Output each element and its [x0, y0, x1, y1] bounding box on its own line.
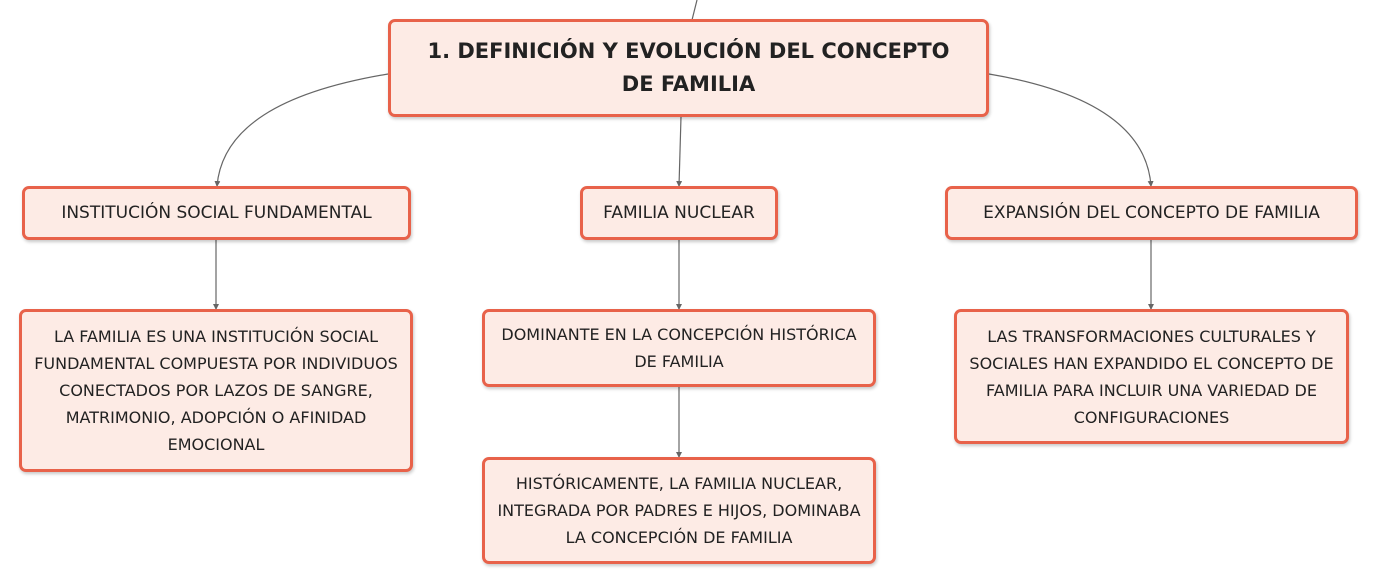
detail-institucion-social-text: LA FAMILIA ES UNA INSTITUCIÓN SOCIAL FUNDAMENTAL COMPUESTA POR INDIVIDUOS CONECTADOS POR LAZOS DE SANGRE, MATRIMONIO, ADOPCIÓN O AFINIDAD EMOCIONAL [34, 327, 398, 454]
detail-familia-nuclear-text: DOMINANTE EN LA CONCEPCIÓN HISTÓRICA DE FAMILIA [501, 325, 857, 371]
detail-institucion-social[interactable] [19, 309, 413, 472]
topic-expansion-concepto-label: EXPANSIÓN DEL CONCEPTO DE FAMILIA [983, 203, 1320, 223]
root-topic[interactable] [388, 19, 989, 117]
topic-institucion-social-label: INSTITUCIÓN SOCIAL FUNDAMENTAL [61, 203, 372, 223]
connector-root-to-expansion [989, 74, 1151, 186]
topic-institucion-social[interactable] [22, 186, 411, 240]
connector-root-to-institucion [217, 74, 388, 186]
connector-root-to-nuclear [679, 117, 681, 186]
detail-expansion-concepto-text: LAS TRANSFORMACIONES CULTURALES Y SOCIALES HAN EXPANDIDO EL CONCEPTO DE FAMILIA PARA INCLUIR UNA VARIEDAD DE CONFIGURACIONES [969, 326, 1334, 427]
topic-familia-nuclear[interactable] [580, 186, 778, 240]
detail-expansion-concepto[interactable] [954, 309, 1349, 444]
detail-familia-nuclear-historica[interactable] [482, 457, 876, 564]
topic-familia-nuclear-label: FAMILIA NUCLEAR [603, 203, 755, 223]
topic-expansion-concepto[interactable] [945, 186, 1358, 240]
detail-familia-nuclear-historica-text: HISTÓRICAMENTE, LA FAMILIA NUCLEAR, INTEGRADA POR PADRES E HIJOS, DOMINABA LA CONCEPCIÓN DE FAMILIA [497, 474, 861, 547]
detail-familia-nuclear[interactable] [482, 309, 876, 387]
connector-parent-to-root [692, 0, 697, 20]
root-topic-title: 1. DEFINICIÓN Y EVOLUCIÓN DEL CONCEPTO DE FAMILIA [427, 39, 950, 96]
